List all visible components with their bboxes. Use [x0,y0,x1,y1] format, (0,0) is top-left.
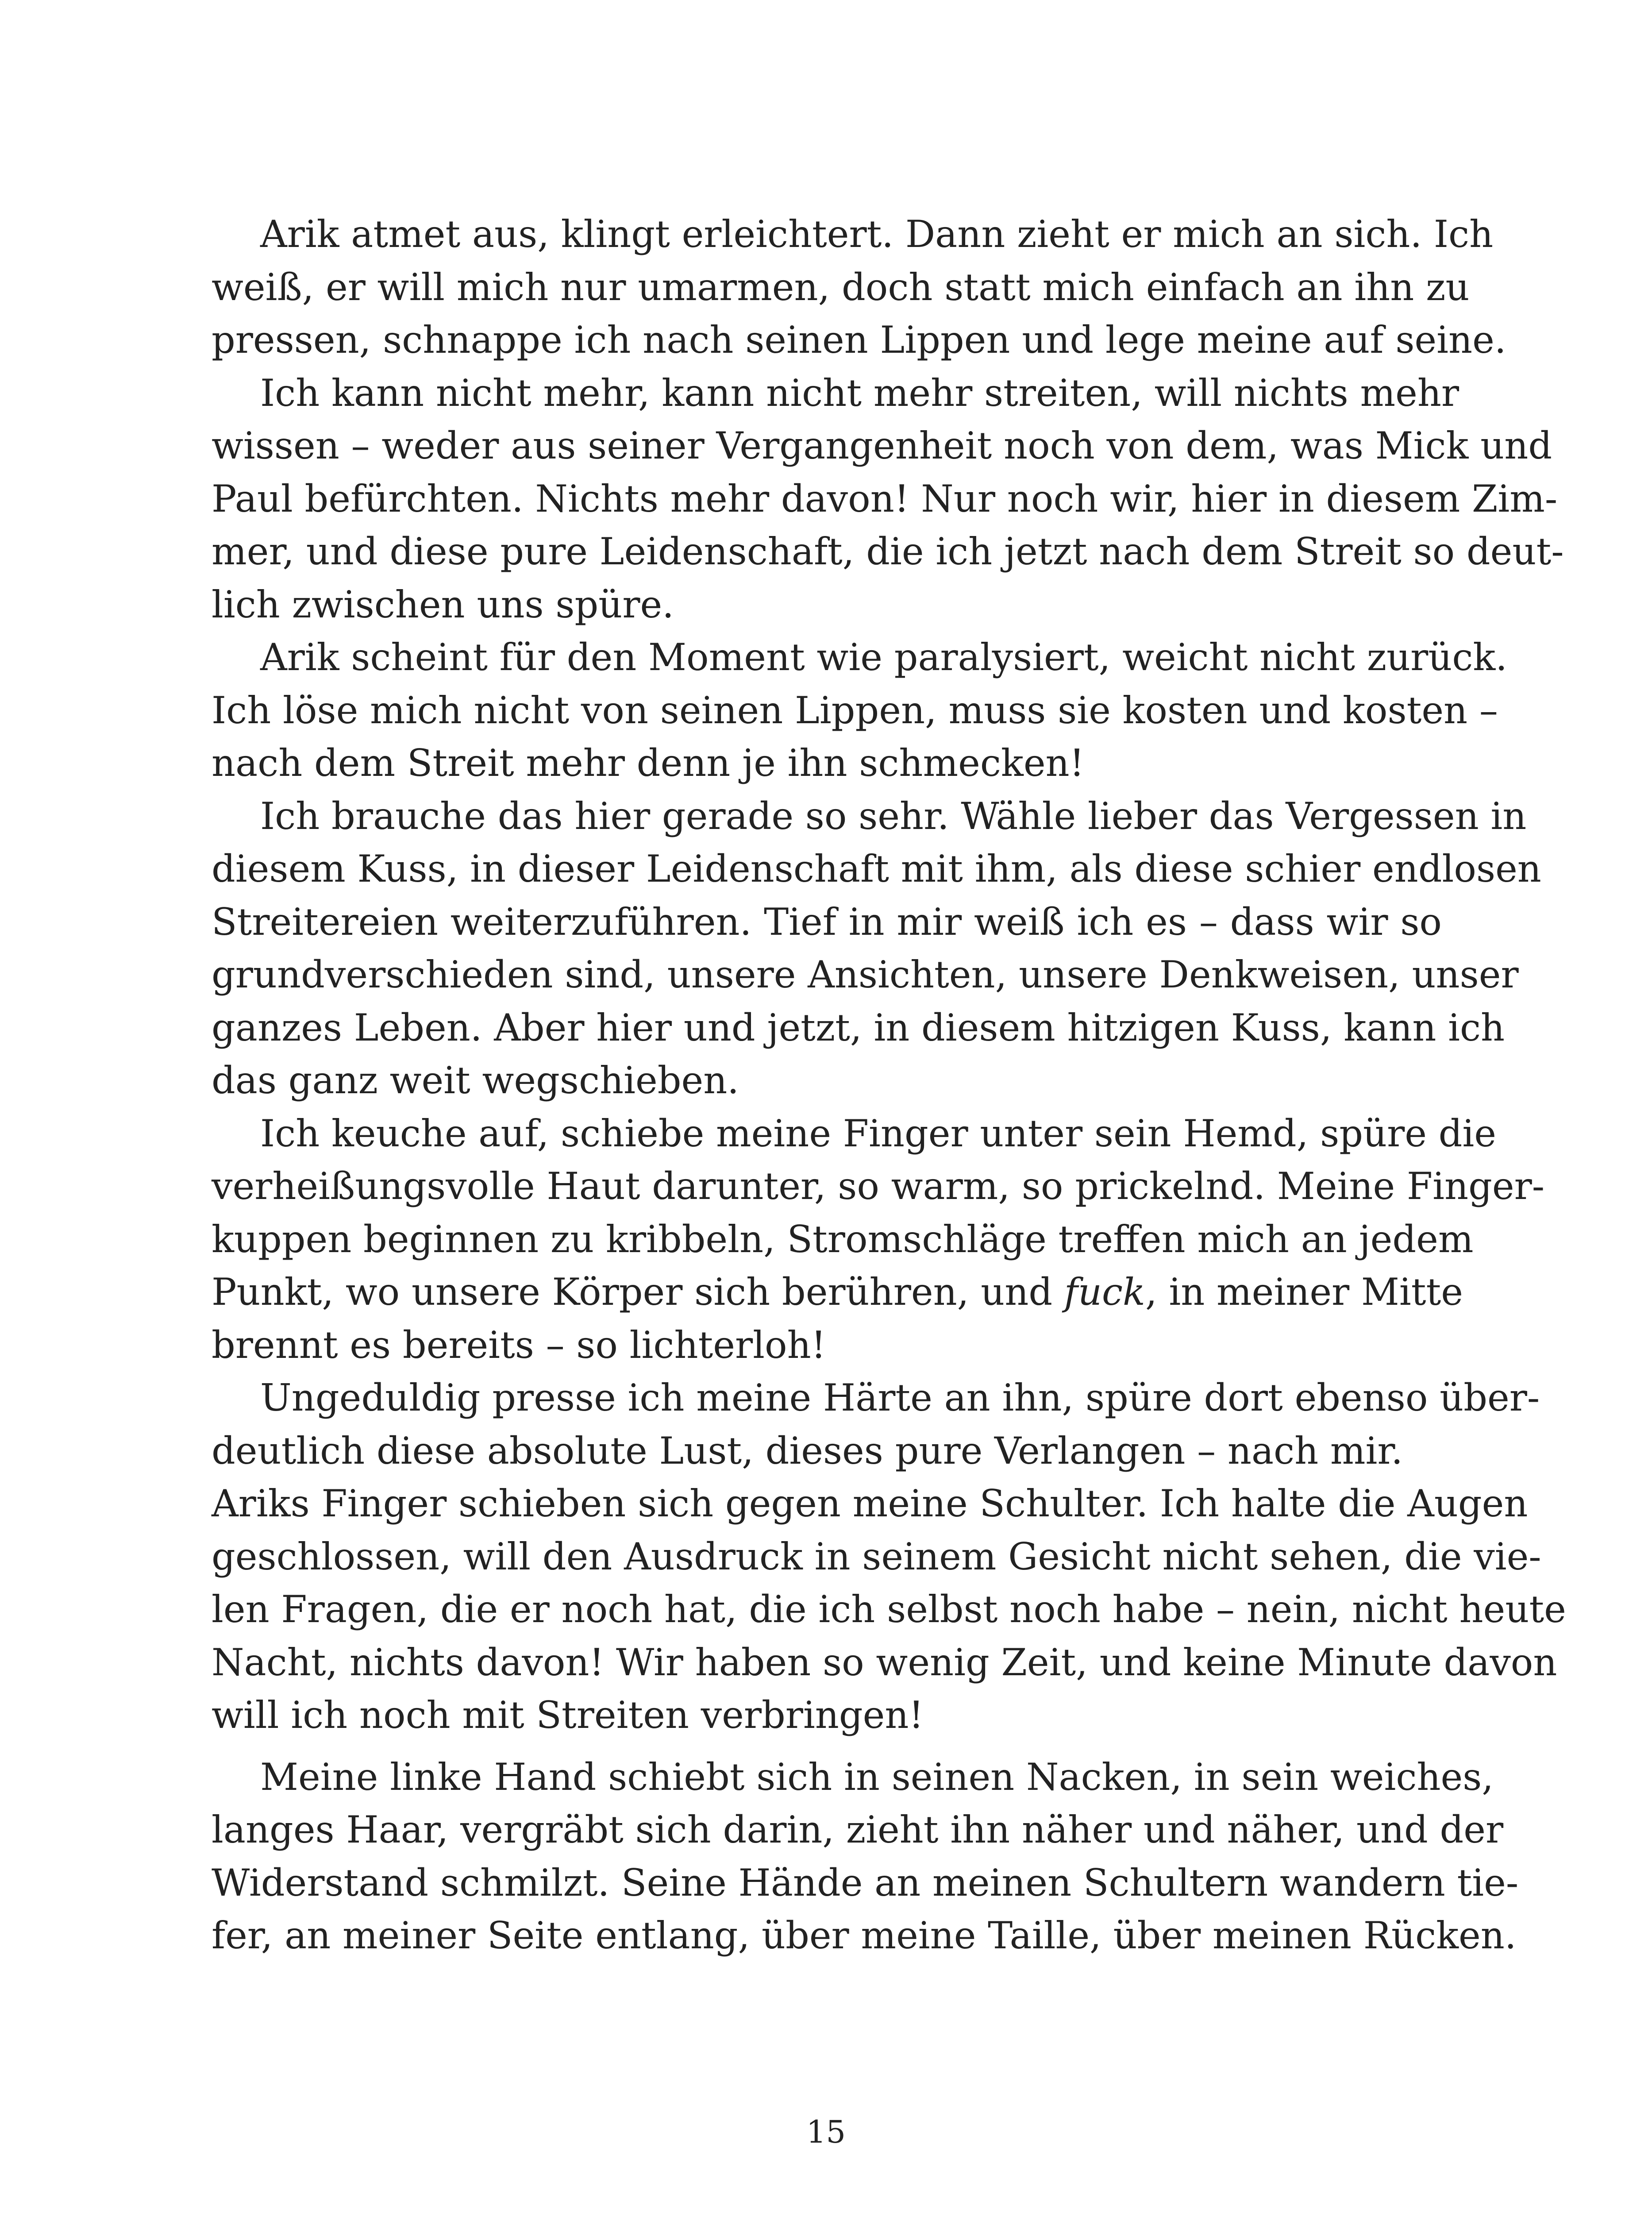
text-line-with-italic [212,1266,1463,1319]
italic-word: fuck [1064,1270,1145,1314]
text-line: weiß, er will mich nur umarmen, doch statt mich einfach an ihn zu [212,265,1470,309]
text-line: Ich löse mich nicht von seinen Lippen, muss sie kosten und kosten – [212,688,1498,732]
text-line: Ich kann nicht mehr, kann nicht mehr streiten, will nichts mehr [260,371,1459,415]
text-line: nach dem Streit mehr denn je ihn schmecken! [212,741,1085,785]
text-line: mer, und diese pure Leidenschaft, die ich jetzt nach dem Streit so deut- [212,530,1564,573]
text-line: das ganz weit wegschieben. [212,1059,739,1102]
text-line: grundverschieden sind, unsere Ansichten, unsere Denkweisen, unser [212,953,1519,996]
text-line: pressen, schnappe ich nach seinen Lippen und lege meine auf seine. [212,318,1506,362]
text-line: Widerstand schmilzt. Seine Hände an meinen Schultern wandern tie- [212,1861,1519,1905]
text-line: lich zwischen uns spüre. [212,582,674,626]
text-line: Meine linke Hand schiebt sich in seinen Nacken, in sein weiches, [260,1755,1494,1799]
text-line: wissen – weder aus seiner Vergangenheit noch von dem, was Mick und [212,424,1552,467]
text-line: Ich keuche auf, schiebe meine Finger unter sein Hemd, spüre die [260,1111,1496,1155]
text-line: langes Haar, vergräbt sich darin, zieht ihn näher und näher, und der [212,1808,1504,1851]
text-line: geschlossen, will den Ausdruck in seinem Gesicht nicht sehen, die vie- [212,1534,1541,1578]
page-number: 15 [806,2114,846,2150]
text-line: diesem Kuss, in dieser Leidenschaft mit ihm, als diese schier endlosen [212,847,1541,891]
body-text [212,208,1566,1962]
text-line: verheißungsvolle Haut darunter, so warm, so prickelnd. Meine Finger- [212,1164,1545,1208]
text-line: Ariks Finger schieben sich gegen meine Schulter. Ich halte die Augen [212,1482,1528,1525]
text-line: len Fragen, die er noch hat, die ich selbst noch habe – nein, nicht heute [212,1588,1566,1631]
text-line: Paul befürchten. Nichts mehr davon! Nur noch wir, hier in diesem Zim- [212,477,1558,520]
text-segment: Punkt, wo unsere Körper sich berühren, und [212,1270,1064,1314]
text-line: will ich noch mit Streiten verbringen! [212,1693,924,1737]
text-line: Streitereien weiterzuführen. Tief in mir weiß ich es – dass wir so [212,900,1442,944]
text-line: Ich brauche das hier gerade so sehr. Wähle lieber das Vergessen in [260,794,1527,838]
text-line: fer, an meiner Seite entlang, über meine Taille, über meinen Rücken. [212,1914,1517,1957]
text-line: kuppen beginnen zu kribbeln, Stromschläge treffen mich an jedem [212,1217,1474,1261]
text-line: Nacht, nichts davon! Wir haben so wenig Zeit, und keine Minute davon [212,1640,1557,1684]
text-line: brennt es bereits – so lichterloh! [212,1323,826,1367]
text-line: Ungeduldig presse ich meine Härte an ihn, spüre dort ebenso über- [260,1376,1540,1419]
text-line: Arik scheint für den Moment wie paralysiert, weicht nicht zurück. [260,636,1507,679]
text-line: ganzes Leben. Aber hier und jetzt, in diesem hitzigen Kuss, kann ich [212,1006,1505,1049]
text-segment: , in meiner Mitte [1145,1270,1463,1314]
text-line: Arik atmet aus, klingt erleichtert. Dann zieht er mich an sich. Ich [260,212,1494,256]
text-line: deutlich diese absolute Lust, dieses pure Verlangen – nach mir. [212,1429,1403,1473]
